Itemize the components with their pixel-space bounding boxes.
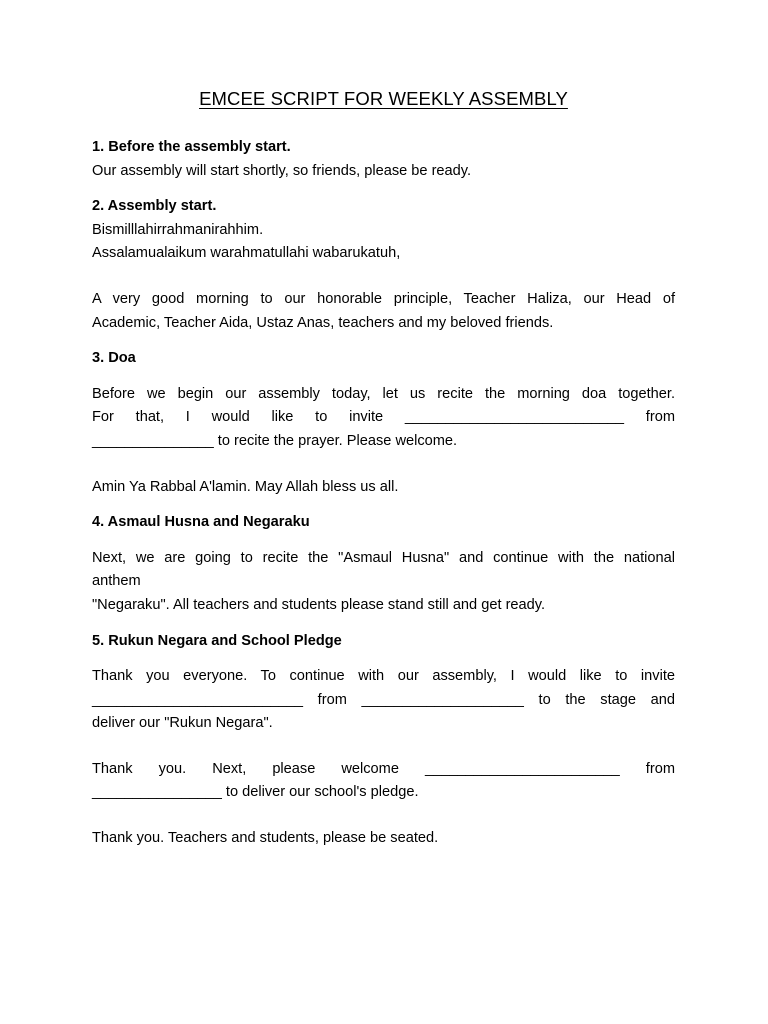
paragraph: Bismilllahirrahmanirahhim. (92, 221, 264, 238)
paragraph-line: A very good morning to our honorable principle, Teacher Haliza, our Head of (92, 290, 675, 307)
document-title: EMCEE SCRIPT FOR WEEKLY ASSEMBLY (199, 88, 568, 109)
document-page (92, 88, 675, 851)
paragraph-line: _______________ to recite the prayer. Please welcome. (92, 432, 458, 449)
paragraph-line: Thank you. Next, please welcome ________________________ from (92, 760, 675, 777)
section-heading: 4. Asmaul Husna and Negaraku (92, 514, 310, 531)
paragraph-line: "Negaraku". All teachers and students please stand still and get ready. (92, 596, 546, 613)
section-heading: 3. Doa (92, 350, 136, 367)
section-heading: 1. Before the assembly start. (92, 139, 291, 155)
section-assembly-start (92, 195, 675, 335)
paragraph: Amin Ya Rabbal A'lamin. May Allah bless us all. (92, 478, 399, 495)
section-before-assembly (92, 136, 675, 183)
paragraph-line: Thank you everyone. To continue with our assembly, I would like to invite (92, 668, 675, 685)
paragraph-line: Academic, Teacher Aida, Ustaz Anas, teachers and my beloved friends. (92, 314, 554, 331)
paragraph: Assalamualaikum warahmatullahi wabarukatuh, (92, 245, 401, 262)
paragraph: Our assembly will start shortly, so friends, please be ready. (92, 162, 472, 179)
paragraph-line: __________________________ from ____________________ to the stage and (92, 691, 675, 708)
paragraph-line: Next, we are going to recite the "Asmaul Husna" and continue with the national (92, 549, 675, 566)
paragraph: Thank you. Teachers and students, please be seated. (92, 830, 439, 847)
section-rukun-negara (92, 630, 675, 851)
section-asmaul-husna (92, 511, 675, 617)
paragraph-line: ________________ to deliver our school's pledge. (92, 784, 419, 801)
section-heading: 5. Rukun Negara and School Pledge (92, 632, 342, 649)
section-doa (92, 347, 675, 499)
paragraph-line: For that, I would like to invite ___________________________ from (92, 409, 675, 426)
section-heading: 2. Assembly start. (92, 198, 217, 215)
paragraph-line: Before we begin our assembly today, let us recite the morning doa together. (92, 385, 675, 402)
paragraph-line: deliver our "Rukun Negara". (92, 715, 273, 732)
paragraph-line: anthem (92, 573, 141, 590)
